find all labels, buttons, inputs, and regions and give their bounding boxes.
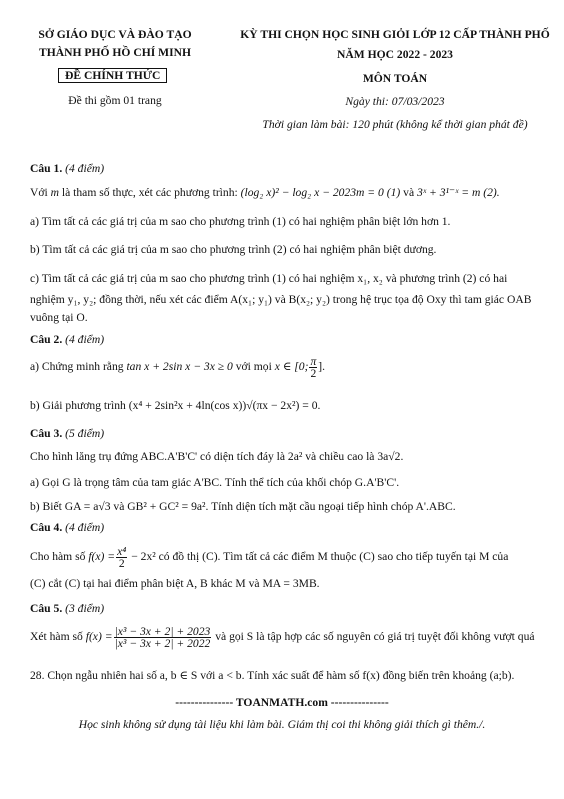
q3-part-b: b) Biết GA = a√3 và GB² + GC² = 9a². Tính diện tích mặt cầu ngoại tiếp hình chóp A'.ABC. bbox=[30, 500, 456, 513]
q1-intro bbox=[30, 185, 500, 199]
q2-frac-num: π bbox=[310, 355, 317, 368]
q5-title: Câu 5. bbox=[30, 602, 63, 615]
q4-heading bbox=[30, 521, 104, 534]
q1-part-c-line1: c) Tìm tất cả các giá trị của m sao cho phương trình (1) có hai nghiệm x₁, x₂ và phương trình (2) có hai bbox=[30, 272, 508, 285]
q3-points: (5 điểm) bbox=[65, 427, 105, 440]
q4-points: (4 điểm) bbox=[65, 521, 105, 534]
page-count: Đề thi gồm 01 trang bbox=[68, 94, 162, 107]
exam-date: Ngày thi: 07/03/2023 bbox=[345, 95, 445, 108]
department-name: SỞ GIÁO DỤC VÀ ĐÀO TẠO bbox=[38, 28, 192, 41]
q1-equation-sep: và bbox=[403, 186, 415, 199]
official-badge: ĐỀ CHÍNH THỨC bbox=[58, 68, 167, 83]
q2-heading bbox=[30, 333, 104, 346]
q4-fx: f(x) = bbox=[88, 550, 116, 564]
subject-title: MÔN TOÁN bbox=[362, 72, 428, 85]
q4-line1-text: − 2x² có đồ thị (C). Tìm tất cả các điểm M thuộc (C) sao cho tiếp tuyến tại M của bbox=[131, 550, 509, 564]
footer-note: Học sinh không sử dụng tài liệu khi làm bài. Giám thị coi thi không giải thích gì thêm./. bbox=[78, 718, 486, 731]
q3-title: Câu 3. bbox=[30, 427, 63, 440]
q2-title: Câu 2. bbox=[30, 333, 63, 346]
q5-frac-den: |x³ − 3x + 2| + 2022 bbox=[114, 637, 211, 650]
q2-a-interval-right: ]. bbox=[318, 360, 326, 374]
q2-part-b: b) Giải phương trình (x⁴ + 2sin²x + 4ln(cos x))√(πx − 2x²) = 0. bbox=[30, 399, 321, 412]
q5-line1-prefix: Xét hàm số bbox=[30, 630, 83, 644]
q1-param-m: m bbox=[50, 186, 59, 199]
q3-intro: Cho hình lăng trụ đứng ABC.A'B'C' có diện tích đáy là 2a² và chiều cao là 3a√2. bbox=[30, 450, 404, 463]
q4-fraction bbox=[116, 546, 127, 569]
q4-line1 bbox=[30, 546, 508, 569]
q4-frac-den: 2 bbox=[118, 557, 125, 570]
q3-part-a: a) Gọi G là trọng tâm của tam giác A'BC. Tính thể tích của khối chóp G.A'B'C'. bbox=[30, 476, 400, 489]
q5-heading bbox=[30, 602, 104, 615]
q5-frac-num: |x³ − 3x + 2| + 2023 bbox=[114, 625, 211, 638]
school-year: NĂM HỌC 2022 - 2023 bbox=[337, 48, 453, 61]
q1-intro-text: là tham số thực, xét các phương trình: bbox=[59, 186, 238, 199]
q4-line1-prefix: Cho hàm số bbox=[30, 550, 86, 564]
q2-a-interval-left: x ∈ [0; bbox=[274, 360, 309, 374]
q5-fraction bbox=[114, 626, 212, 649]
exam-duration: Thời gian làm bài: 120 phút (không kể thời gian phát đề) bbox=[262, 118, 528, 131]
q1-part-a: a) Tìm tất cả các giá trị của m sao cho phương trình (1) có hai nghiệm phân biệt lớn hơn 1. bbox=[30, 215, 451, 228]
q1-points: (4 điểm) bbox=[65, 162, 105, 175]
q5-points: (3 điểm) bbox=[65, 602, 105, 615]
q5-fx: f(x) = bbox=[85, 630, 113, 644]
q2-a-text: a) Chứng minh rằng bbox=[30, 360, 124, 374]
q5-line1 bbox=[30, 626, 535, 649]
q1-part-b: b) Tìm tất cả các giá trị của m sao cho phương trình (2) có hai nghiệm phân biệt dương. bbox=[30, 243, 437, 256]
city-name: THÀNH PHỐ HỒ CHÍ MINH bbox=[38, 46, 191, 59]
q4-frac-num: x⁴ bbox=[117, 545, 127, 558]
q1-heading bbox=[30, 162, 104, 175]
q2-frac-den: 2 bbox=[310, 367, 317, 380]
q1-part-c-line2: nghiệm y₁, y₂; đồng thời, nếu xét các điểm A(x₁; y₁) và B(x₂; y₂) trong hệ trục tọa độ Oxy thì tam giác OAB bbox=[30, 293, 532, 306]
q1-equation-2: 3ˣ + 3¹⁻ˣ = m (2). bbox=[417, 186, 500, 199]
q2-points: (4 điểm) bbox=[65, 333, 105, 346]
q2-part-a bbox=[30, 356, 325, 379]
q1-intro-prefix: Với bbox=[30, 186, 51, 199]
q1-part-c-line3: vuông tại O. bbox=[30, 311, 88, 324]
q2-a-mid: với mọi bbox=[235, 360, 272, 374]
q2-a-expression: tan x + 2sin x − 3x ≥ 0 bbox=[126, 360, 233, 374]
q1-title: Câu 1. bbox=[30, 162, 63, 175]
q5-line2: 28. Chọn ngẫu nhiên hai số a, b ∈ S với a < b. Tính xác suất để hàm số f(x) đồng biến trên khoảng (a;b). bbox=[30, 669, 515, 682]
q5-line1-text: và gọi S là tập hợp các số nguyên có giá trị tuyệt đối không vượt quá bbox=[215, 630, 535, 644]
q4-line2: (C) cắt (C) tại hai điểm phân biệt A, B khác M và MA = 3MB. bbox=[30, 577, 320, 590]
exam-title: KỲ THI CHỌN HỌC SINH GIỎI LỚP 12 CẤP THÀNH PHỐ bbox=[240, 28, 550, 41]
q4-title: Câu 4. bbox=[30, 521, 63, 534]
footer-brand: --------------- TOANMATH.com --------------- bbox=[175, 696, 389, 709]
q1-equation-1: (log₂ x)² − log₂ x − 2023m = 0 (1) bbox=[240, 186, 401, 199]
q2-pi-over-2 bbox=[309, 356, 317, 379]
q3-heading bbox=[30, 427, 104, 440]
